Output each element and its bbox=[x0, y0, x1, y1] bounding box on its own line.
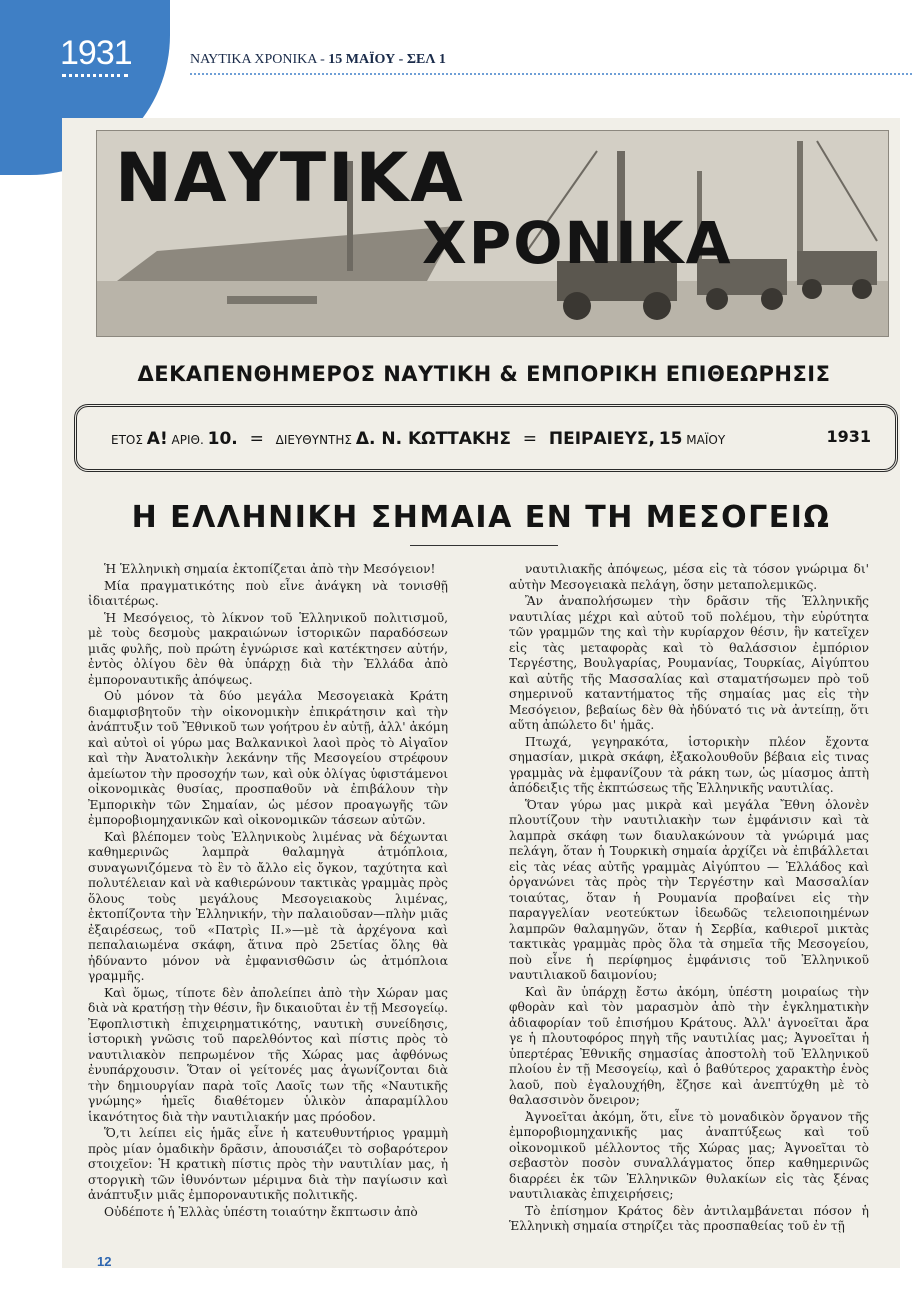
page-number: 12 bbox=[97, 1254, 112, 1269]
separator: = bbox=[522, 429, 538, 449]
issue-year: 1931 bbox=[826, 427, 871, 446]
paragraph: Καὶ ὅμως, τίποτε δὲν ἀπολείπει ἀπὸ τὴν Χώραν μας διὰ νὰ κρατήσῃ τὴν θέσιν, ἣν δικαιοῦται ἐν τῇ Μεσογείῳ. Ἐφοπλιστικὴ ἐπιχειρηματικότης, ναυτικὴ συνείδησις, ἱστορικὴ γνῶσις τοῦ παρελθόντος καὶ πίστις πρὸς τὸ ναυτιλιακὸν πεπρωμένον τῆς Χώρας μας ἀφθόνως ἐνυπάρχουσιν. Ὅταν οἱ γείτονές μας ἀγωνίζονται διὰ τὴν δημιουργίαν παρὰ τοῖς Λαοῖς των τῆς «Ναυτικῆς γνώμης» ἡμεῖς διαθέτομεν ὑλικὸν ἀπαραμίλλου ἱκανότητος διὰ τὴν ναυτιλιακήν μας πρόοδον. bbox=[88, 985, 448, 1124]
issue-info-box bbox=[74, 404, 898, 472]
arith-value: 10. bbox=[207, 429, 238, 449]
etos-value: Α! bbox=[146, 429, 168, 449]
paragraph: Ὅταν γύρω μας μικρὰ καὶ μεγάλα Ἔθνη ὁλονὲν πλουτίζουν τὴν ναυτιλιακὴν των ἐμφάνισιν καὶ τὰ λαμπρὰ σκάφη των διαυλακώνουν τὰ γνώριμά μας πελάγη, ὅταν ἡ Τουρκικὴ σημαία ἀρχίζει νὰ ἐπιβάλλεται εἰς τὰς νέας αὐτῆς γραμμὰς Αἰγύπτου — Ἑλλάδος καὶ ὀργανώνει τὰς πρὸς τὴν Τεργέστην καὶ Μασσαλίαν τοιαύτας, ὅταν ἡ Ρουμανία προβαίνει εἰς τὴν παραγγελίαν νεοτεύκτων ἰδεωδῶς τελειοποιημένων λαμπρῶν θαλαμηγῶν, ὅταν ἡ Σερβία, καθιεροῖ μικτὰς τακτικὰς γραμμὰς πρὸς ὅλα τὰ σημεῖα τῆς Μεσογείου, ποὺ εἶνε ἡ περίφημος ἐμφάνισις τοῦ Ἑλληνικοῦ ναυτιλιακοῦ δαιμονίου; bbox=[509, 797, 869, 982]
month: ΜΑΪΟΥ bbox=[686, 433, 726, 447]
paragraph: Ἂν ἀναπολήσωμεν τὴν δρᾶσιν τῆς Ἑλληνικῆς ναυτιλίας μέχρι καὶ αὐτοῦ τοῦ πολέμου, τὴν εὐρύτητα τῶν γραμμῶν της καὶ τὴν κυρίαρχον θέσιν, ἣν κατεῖχεν εἰς τὰς μεταφορὰς καὶ τὸ θαλάσσιον ἐμπόριον Τεργέστης, Βουλγαρίας, Ρουμανίας, Τουρκίας, Αἰγύπτου καὶ αὐτῆς τῆς Μασσαλίας καὶ σταματήσωμεν πρὸ τοῦ σημερινοῦ καταντήματος τῆς σημαίας μας εἰς τὴν Μεσόγειον, βεβαίως δὲν θὰ ἠδύνατό τις νὰ ἀντείπῃ, ὅτι αὕτη ἀπώλετο δι' ἡμᾶς. bbox=[509, 594, 869, 732]
etos-label: ΕΤΟΣ bbox=[111, 433, 143, 447]
article-column-left bbox=[88, 562, 448, 1221]
paragraph: Ἡ Ἑλληνικὴ σημαία ἐκτοπίζεται ἀπὸ τὴν Μεσόγειον! bbox=[104, 562, 436, 576]
paragraph: Καὶ βλέπομεν τοὺς Ἑλληνικοὺς λιμένας νὰ δέχωνται καθημερινῶς λαμπρὰ θαλαμηγὰ ἀτμόπλοια, συναγωνιζόμενα τὸ ἓν τὸ ἄλλο εἰς ὄγκον, ταχύτητα καὶ πολυτέλειαν καὶ νὰ καθιερώνουν τακτικὰς γραμμὰς πρὸς ὅλους τοὺς μεγάλους Μεσογειακοὺς λιμένας, ἐκτοπίζοντα τὴν Ἑλληνικήν, τὴν παλαιοῦσαν—πλὴν μιᾶς ἐξαιρέσεως, τοῦ «Πατρὶς ΙΙ.»—μὲ τὰ ἀρχέγονα καὶ πεπαλαιωμένα σκάφη, ἅτινα πρὸ 25ετίας ὅλης θὰ ἠδύναντο μόνον νὰ ἐμφανισθῶσιν ὡς ἀτμόπλοια γραμμῆς. bbox=[88, 829, 448, 983]
arith-label: ΑΡΙΘ. bbox=[171, 433, 204, 447]
issue-info-line bbox=[111, 429, 871, 449]
paragraph: ναυτιλιακῆς ἀπόψεως, μέσα εἰς τὰ τόσον γνώριμα δι' αὐτὴν Μεσογειακὰ πελάγη, ὅσην μεταπολεμικῶς. bbox=[509, 562, 869, 592]
header-dotted-rule bbox=[190, 73, 912, 75]
paragraph: Οὐδέποτε ἡ Ἑλλὰς ὑπέστη τοιαύτην ἔκπτωσιν ἀπὸ bbox=[104, 1204, 418, 1219]
running-title: ΝΑΥΤΙΚΑ ΧΡΟΝΙΚΑ - bbox=[190, 52, 325, 67]
article-column-right bbox=[509, 562, 869, 1236]
date-page: 15 ΜΑΪΟΥ - ΣΕΛ 1 bbox=[328, 52, 446, 67]
paragraph: Ἡ Μεσόγειος, τὸ λίκνον τοῦ Ἑλληνικοῦ πολιτισμοῦ, μὲ τοὺς δεσμοὺς μακραιώνων ἱστορικῶν παραδόσεων μιᾶς φυλῆς, ποὺ πρώτη ἐγνώρισε καὶ κατέκτησεν αὐτήν, ἐντὸς ὀλίγου δὲν θὰ ὑπάρχῃ διὰ τὴν Ἑλλάδα ἀπὸ ἐμποροναυτικῆς ἀπόψεως. bbox=[88, 610, 448, 687]
day: 15 bbox=[658, 429, 683, 449]
running-header bbox=[190, 52, 446, 68]
paragraph: Μία πραγματικότης ποὺ εἶνε ἀνάγκη νὰ τονισθῇ ἰδιαιτέρως. bbox=[88, 578, 448, 608]
masthead-title-line1: ΝΑΥΤΙΚΑ bbox=[115, 139, 465, 218]
masthead-title-line2: ΧΡΟΝΙΚΑ bbox=[422, 209, 733, 277]
paragraph: Τὸ ἐπίσημον Κράτος δὲν ἀντιλαμβάνεται πόσον ἡ Ἑλληνικὴ σημαία στηρίζει τὰς προσπαθείας τοῦ ἐν τῇ bbox=[509, 1203, 869, 1233]
article-headline: Η ΕΛΛΗΝΙΚΗ ΣΗΜΑΙΑ ΕΝ ΤΗ ΜΕΣΟΓΕΙΩ bbox=[131, 500, 831, 535]
masthead-image bbox=[96, 130, 889, 337]
paragraph: Πτωχά, γεγηρακότα, ἱστορικὴν πλέον ἔχοντα σημασίαν, μικρὰ σκάφη, ἐξακολουθοῦν βέβαια εἰς τινας γραμμὰς νὰ ἐμφανίζουν τὰ ράκη των, ὡς μίασμος ἀπτὴ ἀπόδειξις τῆς ἐκπτώσεως τῆς Ἑλληνικῆς ναυτιλίας. bbox=[509, 734, 869, 795]
place: ΠΕΙΡΑΙΕΥΣ, bbox=[548, 429, 655, 449]
paragraph: Οὐ μόνον τὰ δύο μεγάλα Μεσογειακὰ Κράτη διαμφισβητοῦν τὴν οἰκονομικὴν ἐπικράτησιν καὶ τὴν ἀνάπτυξιν τοῦ Ἔθνικοῦ των γοήτρου ἐν αὐτῇ, ἀλλ' ἀκόμη καὶ αὐτοὶ οἱ γύρω μας Βαλκανικοὶ λαοὶ πρὸς τὸ Αἰγαῖον καὶ τὴν Ἀνατολικὴν λεκάνην τῆς Μεσογείου στρέφουν ἀμείωτον τὴν προσοχήν των, καὶ οὐκ ὀλίγας ὑφιστάμενοι οἰκονομικὰς θυσίας, προσπαθοῦν νὰ ἐπιβάλουν τὴν Ἐμπορικὴν τῶν Σημαίαν, ὡς μέσον προαγωγῆς τῶν ἐμποροβιομηχανικῶν καὶ οἰκονομικῶν τάσεων αὐτῶν. bbox=[88, 689, 448, 827]
director-label: ΔΙΕΥΘΥΝΤΗΣ bbox=[275, 433, 352, 447]
paragraph: Ὅ,τι λείπει εἰς ἡμᾶς εἶνε ἡ κατευθυντήριος γραμμὴ πρὸς μίαν ὁμαδικὴν δρᾶσιν, ἀπουσιάζει τὸ σοβαρότερον στοιχεῖον: Ἡ κρατικὴ πίστις πρὸς τὴν ναυτιλίαν μας, ἡ στοργικὴ τῶν ἰθυνόντων μέριμνα διὰ τὴν παγίωσιν καὶ ἀνάπτυξιν μιᾶς ἐμποροναυτικῆς πολιτικῆς. bbox=[88, 1126, 448, 1202]
director-name: Δ. Ν. ΚΩΤΤΑΚΗΣ bbox=[355, 429, 511, 449]
headline-rule bbox=[410, 545, 558, 546]
masthead-subtitle: ΔΕΚΑΠΕΝΘΗΜΕΡΟΣ ΝΑΥΤΙΚΗ & ΕΜΠΟΡΙΚΗ ΕΠΙΘΕΩΡΗΣΙΣ bbox=[137, 362, 831, 386]
paragraph: Καὶ ἂν ὑπάρχῃ ἔστω ἀκόμη, ὑπέστη μοιραίως τὴν φθορὰν καὶ τὸν μαρασμὸν ἀπὸ τὴν ἐγκληματικὴν ἀδιαφορίαν τοῦ ἐπισήμου Κράτους. Ἀλλ' ἀγνοεῖται ἄρα γε ἡ πλουτοφόρος πηγὴ τῆς ναυτιλίας μας; Ἀγνοεῖται ἡ ὑπερτέρας Ἐθνικῆς σημασίας ἀποστολὴ τοῦ Ἑλληνικοῦ πλοίου ἐν τῇ Μεσογείῳ, καὶ ὁ βαθύτερος χαρακτὴρ ἑνὸς λαοῦ, ποὺ ἐγαλουχήθη, ἔζησε καὶ ἀνεπτύχθη μὲ τὸ θαλασσινὸν ὄνειρον; bbox=[509, 984, 869, 1107]
year-label: 1931 bbox=[60, 34, 132, 72]
year-underline bbox=[62, 74, 128, 77]
paragraph: Ἀγνοεῖται ἀκόμη, ὅτι, εἶνε τὸ μοναδικὸν ὄργανον τῆς ἐμποροβιομηχανικῆς μας ἀναπτύξεως καὶ τοῦ οἰκονομικοῦ μέλλοντος τῆς Χώρας μας; Ἀγνοεῖται τὸ σεβαστὸν ποσὸν συναλλάγματος ὅπερ καθημερινῶς διαρρέει ἐκ τῶν Ἑλληνικῶν θυλακίων εἰς τὰς ξένας ναυτιλιακὰς ἐπιχειρήσεις; bbox=[509, 1109, 869, 1201]
separator: = bbox=[249, 429, 264, 449]
